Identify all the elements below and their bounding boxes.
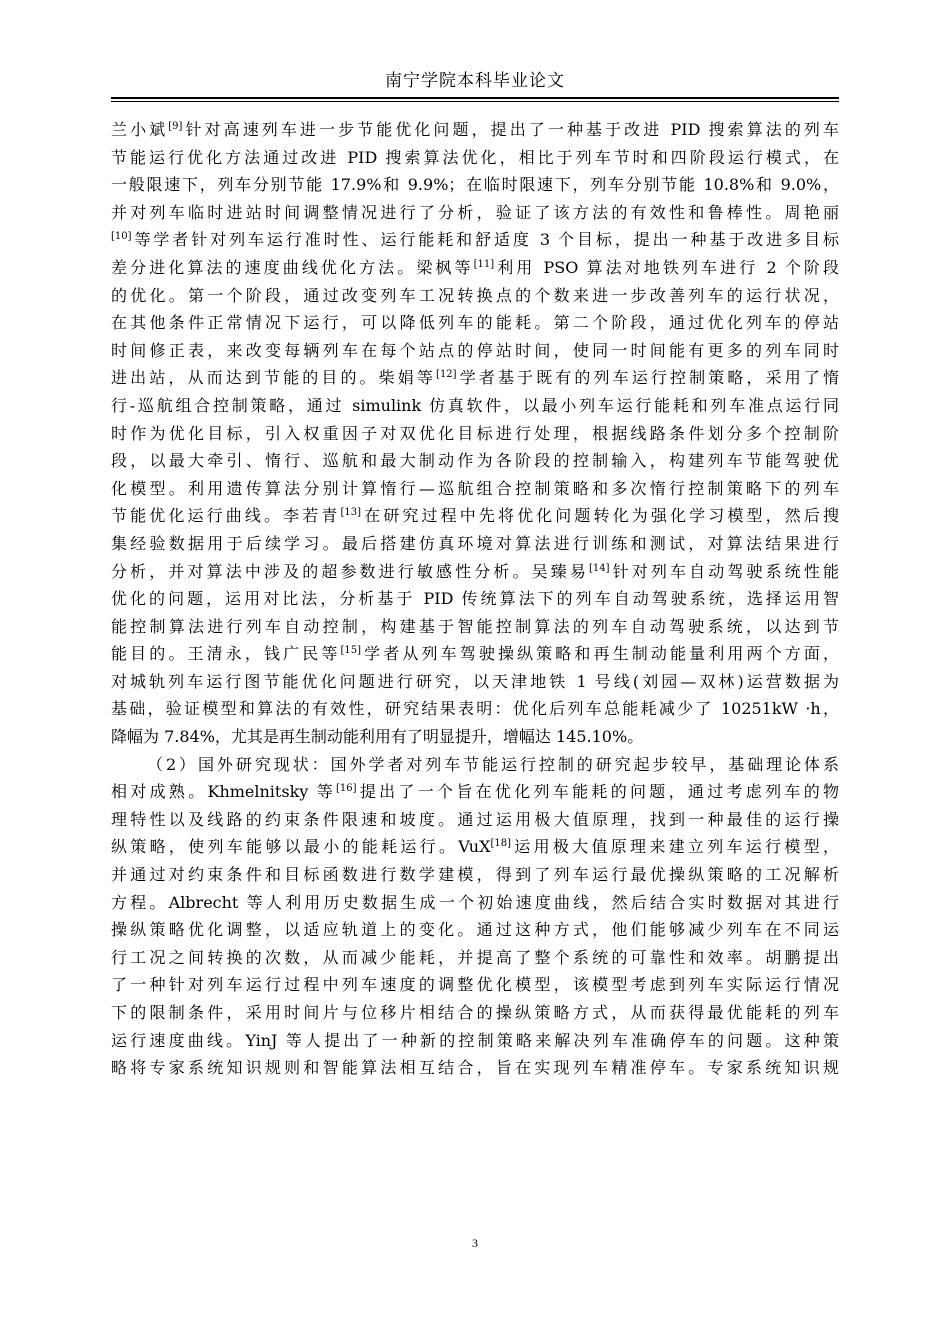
text-run: 集经验数据用于后续学习。最后搭建仿真环境对算法进行训练和测试，对算法结果进行 — [111, 533, 839, 553]
text-line — [111, 640, 839, 668]
text-run: 理特性以及线路的约束条件限速和坡度。通过运用极大值原理，找到一种最佳的运行操 — [111, 809, 839, 829]
text-run: 能目的。王清永，钱广民等 — [111, 644, 341, 664]
citation-ref: [13] — [340, 507, 361, 519]
text-run: 差分进化算法的速度曲线优化方法。梁枫等 — [111, 257, 474, 277]
text-run: 兰小斌 — [111, 120, 169, 139]
text-run: 在其他条件正常情况下运行，可以降低列车的能耗。第二个阶段，通过优化列车的停站 — [111, 313, 839, 333]
text-line — [111, 144, 839, 172]
text-run: 时间修正表，来改变每辆列车在每个站点的停站时间，使同一时间能有更多的列车同时 — [111, 340, 839, 360]
citation-ref: [11] — [473, 258, 495, 270]
text-line — [111, 282, 839, 310]
text-line — [111, 475, 839, 503]
text-run: 并通过对约束条件和目标函数进行数学建模，得到了列车运行最优操纵策略的工况解析 — [111, 865, 839, 885]
text-run: 行-巡航组合控制策略，通过 simulink 仿真软件，以最小列车运行能耗和列车准点运行同 — [111, 395, 839, 415]
text-line — [111, 751, 839, 779]
text-line — [111, 199, 839, 227]
text-line — [111, 861, 839, 889]
citation-ref: [12] — [436, 369, 457, 381]
citation-ref: [18] — [490, 838, 512, 850]
text-run: 等学者针对列车运行准时性、运行能耗和舒适度 3 个目标，提出一种基于改进多目标 — [131, 230, 839, 250]
text-run: 化模型。利用遗传算法分别计算惰行—巡航组合控制策略和多次惰行控制策略下的列车 — [111, 478, 839, 498]
citation-ref: [15] — [340, 645, 361, 657]
text-line — [111, 392, 839, 420]
text-line — [111, 833, 839, 861]
text-line — [111, 420, 839, 448]
text-run: 针对高速列车进一步节能优化问题，提出了一种基于改进 PID 搜索算法的列车 — [182, 120, 839, 139]
text-run: 相对成熟。Khmelnitsky 等 — [111, 782, 336, 802]
text-run: 能控制算法进行列车自动控制，构建基于智能控制算法的列车自动驾驶系统，以达到节 — [111, 616, 839, 636]
text-line — [111, 613, 839, 641]
text-line — [111, 309, 839, 337]
citation-ref: [16] — [336, 783, 357, 795]
text-run: 提出了一个旨在优化列车能耗的问题，通过考虑列车的物 — [356, 782, 839, 802]
text-run: 基础，验证模型和算法的有效性，研究结果表明：优化后列车总能耗减少了 10251kW ·h， — [111, 699, 839, 719]
text-run: 纵策略，使列车能够以最小的能耗运行。VuX — [111, 837, 491, 857]
text-run: 下的限制条件，采用时间片与位移片相结合的操纵策略方式，从而获得最优能耗的列车 — [111, 1003, 839, 1022]
text-line — [111, 171, 839, 199]
text-run: 段，以最大牵引、惰行、巡航和最大制动作为各阶段的控制输入，构建列车节能驾驶优 — [111, 451, 839, 471]
header-rule-thick — [111, 97, 839, 99]
text-run: 利用 PSO 算法对地铁列车进行 2 个阶段 — [494, 257, 839, 277]
text-line — [111, 723, 839, 751]
text-line — [111, 695, 839, 723]
text-run: 优化的问题，运用对比法，分析基于 PID 传统算法下的列车自动驾驶系统，选择运用智 — [111, 589, 839, 609]
text-line — [111, 889, 839, 917]
citation-ref: [9] — [168, 121, 183, 132]
text-line — [111, 254, 839, 282]
text-run: 在研究过程中先将优化问题转化为强化学习模型，然后搜 — [360, 506, 839, 526]
text-run: 针对列车自动驾驶系统性能 — [609, 561, 839, 581]
text-run: 学者基于既有的列车运行控制策略，采用了惰 — [456, 368, 839, 388]
text-line — [111, 502, 839, 530]
text-run: 进出站，从而达到节能的目的。柴娟等 — [111, 368, 437, 388]
text-run: 对城轨列车运行图节能优化问题进行研究，以天津地铁 1 号线(刘园—双林)运营数据为 — [111, 671, 839, 691]
text-run: 运行速度曲线。YinJ 等人提出了一种新的控制策略来解决列车准确停车的问题。这种策 — [111, 1030, 839, 1050]
text-line — [111, 337, 839, 365]
text-run: 分析，并对算法中涉及的超参数进行敏感性分析。吴臻易 — [111, 561, 589, 581]
text-line — [111, 226, 839, 254]
body-text — [111, 116, 839, 1082]
text-line — [111, 999, 839, 1027]
text-run: 操纵策略优化调整，以适应轨道上的变化。通过这种方式，他们能够减少列车在不同运 — [111, 920, 839, 940]
text-line — [111, 1027, 839, 1055]
text-run: 时作为优化目标，引入权重因子对双优化目标进行处理，根据线路条件划分多个控制阶 — [111, 423, 839, 443]
page-header-title: 南宁学院本科毕业论文 — [385, 71, 565, 91]
text-run: 略将专家系统知识规则和智能算法相互结合，旨在实现列车精准停车。专家系统知识规 — [111, 1058, 839, 1078]
text-run: 的优化。第一个阶段，通过改变列车工况转换点的个数来进一步改善列车的运行状况， — [111, 285, 839, 305]
text-run: 降幅为 7.84%，尤其是再生制动能利用有了明显提升，增幅达 145.10%。 — [111, 727, 644, 747]
page-number: 3 — [472, 1236, 478, 1250]
text-line — [111, 558, 839, 586]
text-line — [111, 916, 839, 944]
text-line — [111, 1054, 839, 1082]
text-run: 运用极大值原理来建立列车运行模型， — [511, 837, 839, 857]
text-run: 方程。Albrecht 等人利用历史数据生成一个初始速度曲线，然后结合实时数据对其进行 — [111, 892, 839, 912]
text-run: （2）国外研究现状：国外学者对列车节能运行控制的研究起步较早，基础理论体系 — [147, 754, 839, 774]
citation-ref: [14] — [589, 562, 610, 574]
text-run: 节能优化运行曲线。李若青 — [111, 506, 341, 526]
text-run: 并对列车临时进站时间调整情况进行了分析，验证了该方法的有效性和鲁棒性。周艳丽 — [111, 202, 839, 222]
text-line — [111, 585, 839, 613]
text-line — [111, 668, 839, 696]
citation-ref: [10] — [111, 231, 132, 243]
text-line — [111, 806, 839, 834]
text-line — [111, 447, 839, 475]
text-run: 节能运行优化方法通过改进 PID 搜索算法优化，相比于列车节时和四阶段运行模式，在 — [111, 147, 839, 167]
text-run: 行工况之间转换的次数，从而减少能耗，并提高了整个系统的可靠性和效率。胡鹏提出 — [111, 947, 839, 967]
text-line — [111, 116, 839, 144]
text-line — [111, 778, 839, 806]
header-rule-thin — [111, 101, 839, 102]
text-line — [111, 364, 839, 392]
text-line — [111, 944, 839, 972]
text-run: 一般限速下，列车分别节能 17.9%和 9.9%；在临时限速下，列车分别节能 10.8%和 9.0%， — [111, 175, 839, 195]
text-run: 学者从列车驾驶操纵策略和再生制动能量利用两个方面， — [360, 644, 839, 664]
text-line — [111, 530, 839, 558]
text-run: 了一种针对列车运行过程中列车速度的调整优化模型，该模型考虑到列车实际运行情况 — [111, 975, 839, 995]
text-line — [111, 971, 839, 999]
